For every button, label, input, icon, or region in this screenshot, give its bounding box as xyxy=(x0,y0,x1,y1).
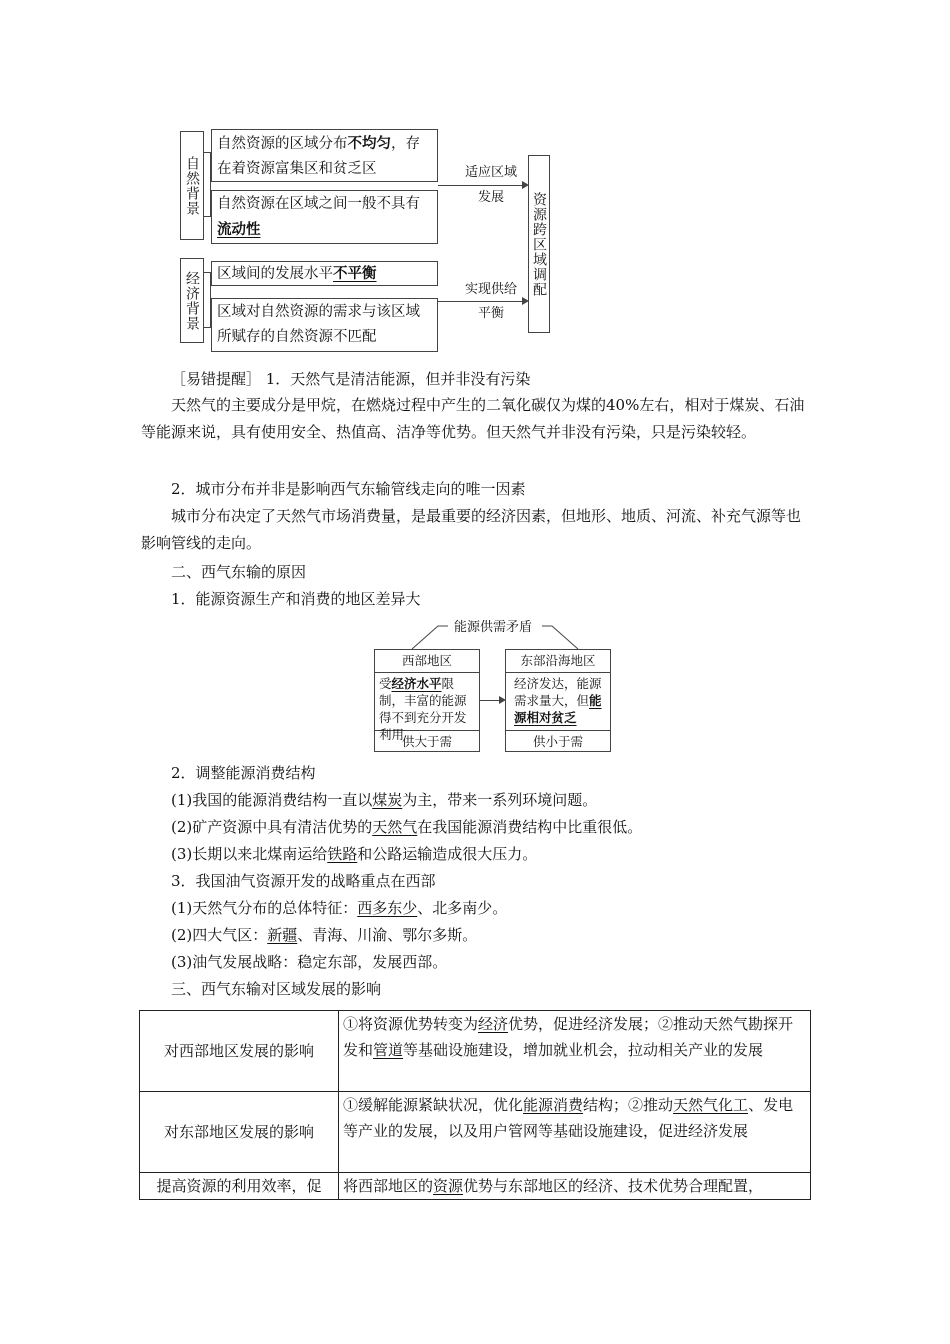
item2-1 xyxy=(171,787,811,814)
row3-b: 优势与东部地区的经济、技术优势合理配置， xyxy=(463,1177,764,1195)
row1-a: ①将资源优势转变为 xyxy=(343,1015,479,1033)
item2-3-pre: (3)长期以来北煤南运给 xyxy=(171,845,328,863)
group-label-economic-text: 经济背景 xyxy=(184,270,200,331)
group-label-natural-text: 自然背景 xyxy=(184,155,200,216)
item2-2-answer: 天然气 xyxy=(372,818,418,836)
table-row xyxy=(140,1011,811,1092)
box1-text-bold: 不均匀 xyxy=(347,135,391,152)
east-body-bold: 能源相对贫乏 xyxy=(514,693,602,725)
box3-text-pre: 区域间的发展水平 xyxy=(217,266,333,282)
item1-title: 1．能源资源生产和消费的地区差异大 xyxy=(171,590,421,608)
item2-3-post: 和公路运输造成很大压力。 xyxy=(357,845,538,863)
west-body-post: 限制，丰富的能源得不到充分开发利用 xyxy=(379,676,467,742)
section3-title: 三、西气东输对区域发展的影响 xyxy=(171,980,382,998)
item3-1 xyxy=(171,895,811,922)
east-title: 东部沿海地区 xyxy=(506,650,610,673)
item2-2-post: 在我国能源消费结构中比重很低。 xyxy=(417,818,643,836)
section2-title: 二、西气东输的原因 xyxy=(171,563,307,581)
natural-box-mobility xyxy=(211,190,438,244)
conflict-bracket xyxy=(410,623,580,651)
tip1-paragraph: 天然气的主要成分是甲烷，在燃烧过程中产生的二氧化碳仅为煤的40%左右，相对于煤炭、石油等能源来说，具有使用安全、热值高、洁净等优势。但天然气并非没有污染，只是污染较轻。 xyxy=(141,396,805,441)
row1-c: 等基础设施建设，增加就业机会，拉动相关产业的发展 xyxy=(403,1041,764,1059)
arrow1-bottom-label: 发展 xyxy=(477,190,504,205)
item3-1-post: 、北多南少。 xyxy=(417,899,508,917)
result-text: 资源跨区域调配 xyxy=(531,191,547,297)
item2-2-pre: (2)矿产资源中具有清洁优势的 xyxy=(171,818,373,836)
box4-text: 区域对自然资源的需求与该区域所赋存的自然资源不匹配 xyxy=(217,304,420,345)
item3-2 xyxy=(171,922,811,949)
row3-label: 提高资源的利用效率，促 xyxy=(140,1173,339,1200)
group-label-economic xyxy=(180,258,204,343)
arrow2-bottom-label: 平衡 xyxy=(477,306,504,321)
arrow1-line xyxy=(438,185,526,186)
row2-c: 、发电等产业的发展，以及用户管网等基础设施建设，促进经济发展 xyxy=(343,1096,794,1140)
row1-content xyxy=(339,1011,811,1092)
tip2-title: 2．城市分布并非是影响西气东输管线走向的唯一因素 xyxy=(171,480,526,498)
west-title: 西部地区 xyxy=(375,650,479,673)
row2-answer2: 天然气化工 xyxy=(673,1096,749,1114)
row2-answer1: 能源消费 xyxy=(523,1096,584,1114)
box2-text-bold: 流动性 xyxy=(217,221,261,238)
item3-1-answer: 西多东少 xyxy=(357,899,418,917)
economic-box-mismatch xyxy=(211,298,438,352)
row2-b: 结构；②推动 xyxy=(583,1096,674,1114)
west-body-pre: 受 xyxy=(379,676,392,691)
box2-text-pre: 自然资源在区域之间一般不具有 xyxy=(217,196,420,212)
box1-text-post: ，存在着资源富集区和贫乏区 xyxy=(217,136,420,177)
row2-a: ①缓解能源紧缺状况，优化 xyxy=(343,1096,524,1114)
item2-3 xyxy=(171,841,811,868)
item3-2-answer: 新疆 xyxy=(267,926,298,944)
row3-content xyxy=(339,1173,811,1200)
group-label-natural xyxy=(180,131,204,240)
row3-answer1: 资源 xyxy=(433,1177,464,1195)
conflict-label: 能源供需矛盾 xyxy=(453,620,532,635)
west-body-bold: 经济水平 xyxy=(391,676,442,691)
item2-1-pre: (1)我国的能源消费结构一直以 xyxy=(171,791,373,809)
east-region-box xyxy=(505,649,611,752)
row1-answer2: 管道 xyxy=(373,1041,404,1059)
item3-title: 3．我国油气资源开发的战略重点在西部 xyxy=(171,872,436,890)
row1-answer1: 经济 xyxy=(478,1015,509,1033)
item3-2-pre: (2)四大气区： xyxy=(171,926,268,944)
box3-text-bold: 不平衡 xyxy=(333,265,377,282)
impact-table xyxy=(139,1010,811,1200)
box1-text-pre: 自然资源的区域分布 xyxy=(217,136,348,152)
item2-1-answer: 煤炭 xyxy=(372,791,403,809)
east-body-pre: 经济发达，能源需求量大，但 xyxy=(514,676,602,708)
tip-title: ［易错提醒］ 1．天然气是清洁能源，但并非没有污染 xyxy=(171,370,531,388)
item3-3: (3)油气发展战略：稳定东部，发展西部。 xyxy=(171,953,448,971)
row2-content xyxy=(339,1092,811,1173)
row3-a: 将西部地区的 xyxy=(343,1177,434,1195)
item2-1-post: 为主，带来一系列环境问题。 xyxy=(402,791,598,809)
natural-box-uneven xyxy=(211,129,438,182)
row1-b: 优势，促进经济发展；②推动天然气勘探开发和 xyxy=(343,1015,794,1059)
item2-3-answer: 铁路 xyxy=(327,845,358,863)
result-box xyxy=(528,155,550,333)
west-region-box xyxy=(374,649,480,752)
arrow2-top-label: 实现供给 xyxy=(464,282,517,297)
item3-1-pre: (1)天然气分布的总体特征： xyxy=(171,899,358,917)
item2-title: 2．调整能源消费结构 xyxy=(171,764,316,782)
west-footer: 供大于需 xyxy=(401,734,452,749)
table-row xyxy=(140,1092,811,1173)
arrow1-top-label: 适应区域 xyxy=(464,165,517,180)
tip2-paragraph: 城市分布决定了天然气市场消费量，是最重要的经济因素，但地形、地质、河流、补充气源等也影响管线的走向。 xyxy=(141,507,802,552)
east-body xyxy=(506,673,610,731)
row2-label: 对东部地区发展的影响 xyxy=(140,1092,339,1173)
east-footer: 供小于需 xyxy=(532,734,583,749)
table-row xyxy=(140,1173,811,1200)
item2-2 xyxy=(171,814,811,841)
item3-2-post: 、青海、川渝、鄂尔多斯。 xyxy=(297,926,478,944)
economic-box-imbalance xyxy=(211,261,438,286)
row1-label: 对西部地区发展的影响 xyxy=(140,1011,339,1092)
arrow2-line xyxy=(438,301,526,302)
